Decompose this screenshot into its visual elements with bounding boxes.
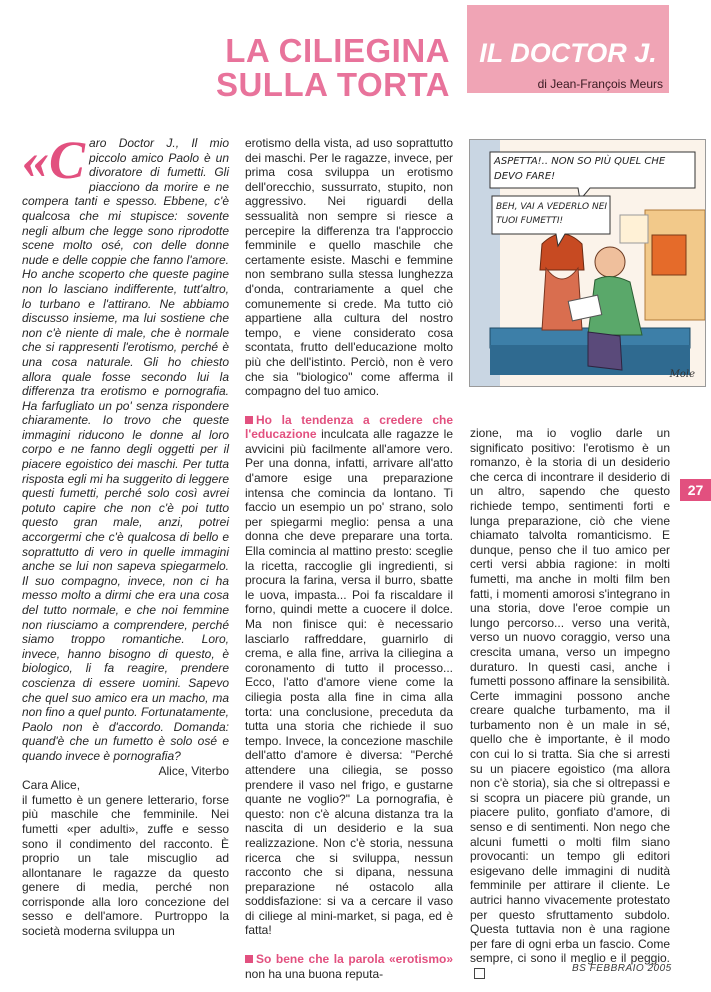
column-title: IL DOCTOR J. [479,38,657,68]
subhead-1: Ho la tendenza a credere che l'educazione [245,412,453,442]
reply-text-col2-top: erotismo della vista, ad uso soprattutto dei maschi. Per le ragazze, invece, per prima cosa sviluppa un erotismo dell'orecchio, sussurrato, stupito, non aggressivo. Nei riguardi della sessualità non sempre si riesce a percepire la differenza tra l'approccio femminile e quello maschile che certamente esiste. Maschi e femmine non sembrano sulla stessa lunghezza d'onda, contrariamente a quel che comunemente si crede. Ma tutto ciò appartiene alla cultura del nostro tempo, e viene considerato cosa scontata, frutto dell'educazione molto più che dell'istinto. Perciò, non è vero che sia "biologico" come afferma il compagno del tuo amico. [245,136,453,399]
headline [190,34,450,102]
cartoon-illustration [469,139,706,387]
reply-paragraph-3 [245,952,453,981]
letter-body: aro Doctor J., Il mio piccolo amico Paolo è un divoratore di fumetti. Gli piacciono da morire e ne compera tanti e spesso. Ebbene, c'è qualcosa che mi stupisce: sovente negli album che legge sono riprodotte scene molto osé, con delle donne nude e delle coppie che fanno l'amore. Ho anche scoperto che queste pagine non lo lasciano indifferente, tutt'altro, lo turbano e l'attirano. Ne abbiamo discusso insieme, ma lui sostiene che non c'è niente di male, che è normale che si rappresenti l'erotismo, perché è una cosa naturale. Gli ho chiesto allora quale fosse secondo lui la differenza tra erotismo e pornografia. Ha farfugliato un po' senza rispondere chiaramente. Io trovo che queste immagini riducono le donne al loro corpo e ne fanno degli oggetti per il piacere egoistico dei maschi. Per tutta risposta egli mi ha suggerito di leggere questi fumetti, perché solo così avrei potuto capire che non c'è poi tutto questo gran male, anzi, potrei accorgermi che c'è qualcosa di bello e soprattutto di vero in quelle immagini anche se lui non sapeva spiegarmelo. Il suo compagno, invece, non ci ha messo molto a dirmi che era una cosa del tutto normale, e che noi femmine non riusciamo a comprendere, perché siamo troppo romantiche. Loro, invece, hanno bisogno di questo, è biologico, li fa reagire, prendere coscienza di essere uomini. Sapevo che quel suo amico era un macho, ma non fino a quel punto. Fortunatamente, Paolo non è d'accordo. Domanda: quand'è che un fumetto è solo osé e quando invece è pornografia? [22,136,229,763]
headline-line-1: LA CILIEGINA [225,32,450,69]
reply-salutation: Cara Alice, [22,778,81,793]
reader-letter [22,130,229,764]
speech-bubble-2: BEH, VAI A VEDERLO NEI TUOI FUMETTI! [496,202,608,226]
reply-text-col1: il fumetto è un genere letterario, forse più maschile che femminile. Nei fumetti «per adulti», zuffe e sesso sono il condimento del racconto. È proprio un tale miscuglio ad allontanare le ragazze da questo genere di media, perché non corrisponde alla loro concezione del sesso e dell'amore. Purtroppo la società moderna sviluppa un [22,792,229,939]
reply-paragraph-2 [245,413,453,938]
letter-signature: Alice, Viterbo [158,763,229,778]
headline-line-2: SULLA TORTA [215,66,450,103]
subhead-2: So bene che la parola «erotismo» [256,952,453,967]
subhead-square-icon [245,416,253,424]
reply-text-col2-end: non ha una buona reputa- [245,966,384,981]
reply-text-col3: zione, ma io voglio darle un significato positivo: l'erotismo è un romanzo, è la storia di un desiderio che cerca di incontrare il desiderio di un altro, sapendo che questo richiede tempo, sentimenti forti e lunga preparazione, ciò che viene chiamato talvolta romanticismo. E dunque, penso che il tuo amico per certi versi abbia ragione: in molti fumetti, ma anche in molti film ben fatti, i momenti amorosi s'integrano in una storia, dove l'eroe compie un lungo percorso... verso una verità, verso un nuovo coraggio, verso una crescita umana, verso un impegno duraturo. In questi casi, anche i fumetti possono affinare la sensibilità. Certe immagini possono anche creare qualche turbamento, ma il turbamento non è un male in sé, quello che è importante, è il modo con cui lo si tratta. Sia che si arresti su un piacere egoistico (ma allora non c'è storia), sia che si oltrepassi e si scopra un piacere più grande, un piacere pulito, gonfiato d'amore, di senso e di sentimenti. Non nego che alcuni fumetti o molti film siano provocanti: un tempo gli editori esigevano delle immagini di nudità femminile per attirare il cliente. Le autrici hanno vivacemente protestato per questo sfruttamento subdolo. Questa tuttavia non è una ragione per fare di ogni erba un fascio. Come sempre, ci sono il meglio e il peggio. [470,426,670,981]
end-mark-icon [474,968,485,979]
page-footer: BS FEBBRAIO 2005 [572,963,672,974]
speech-bubble-1: ASPETTA!.. NON SO PIÙ QUEL CHE DEVO FARE! [494,156,666,182]
reply-text-col2-mid: inculcata alle ragazze le avvicini più facilmente all'amore vero. Per una donna, infatti, arrivare all'atto d'amore esige una preparazione intensa che comincia da lontano. Ti faccio un esempio un po' strano, solo per spiegarmi meglio: pensa a una donna che deve preparare una torta. Ella comincia al mattino presto: sceglie la ricetta, raccoglie gli ingredienti, si procura la farina, versa il burro, sbatte le uova, impasta... Poi fa riscaldare il forno, quindi mette a cuocere il dolce. Ma non finisce qui: è necessario lasciarlo raffreddare, guarnirlo di crema, e alla fine, arriva la ciliegina a coronamento di tutto il processo... Ecco, l'atto d'amore viene come la ciliegia posta alla fine in cima alla torta: una conclusione, preceduta da tutta una storia che richiede il suo tempo. Invece, la concezione maschile dell'atto d'amore è diversa: "Perché attendere una ciliegia, se posso prendere il vaso nel frigo, e gustarne quante ne voglio?" La pornografia, è questo: non c'è alcuna distanza tra la nascita di un desiderio e la sua realizzazione. Non c'è storia, nessuna ricerca che si sviluppa, nessun racconto che si dipana, nessuna preparazione né ostacolo alla soddisfazione: si va a cercare il vaso di ciliege al mini-market, si paga, ed è fatta! [245,427,453,938]
reply-column-2 [245,136,453,981]
byline: di Jean-François Meurs [537,77,663,91]
letter-column [22,130,229,939]
reply-column-3 [470,426,670,981]
drop-cap: «C [22,130,86,190]
subhead-square-icon [245,955,253,963]
cartoon-signature: Mole [669,369,695,380]
page-number-tab: 27 [680,479,711,501]
